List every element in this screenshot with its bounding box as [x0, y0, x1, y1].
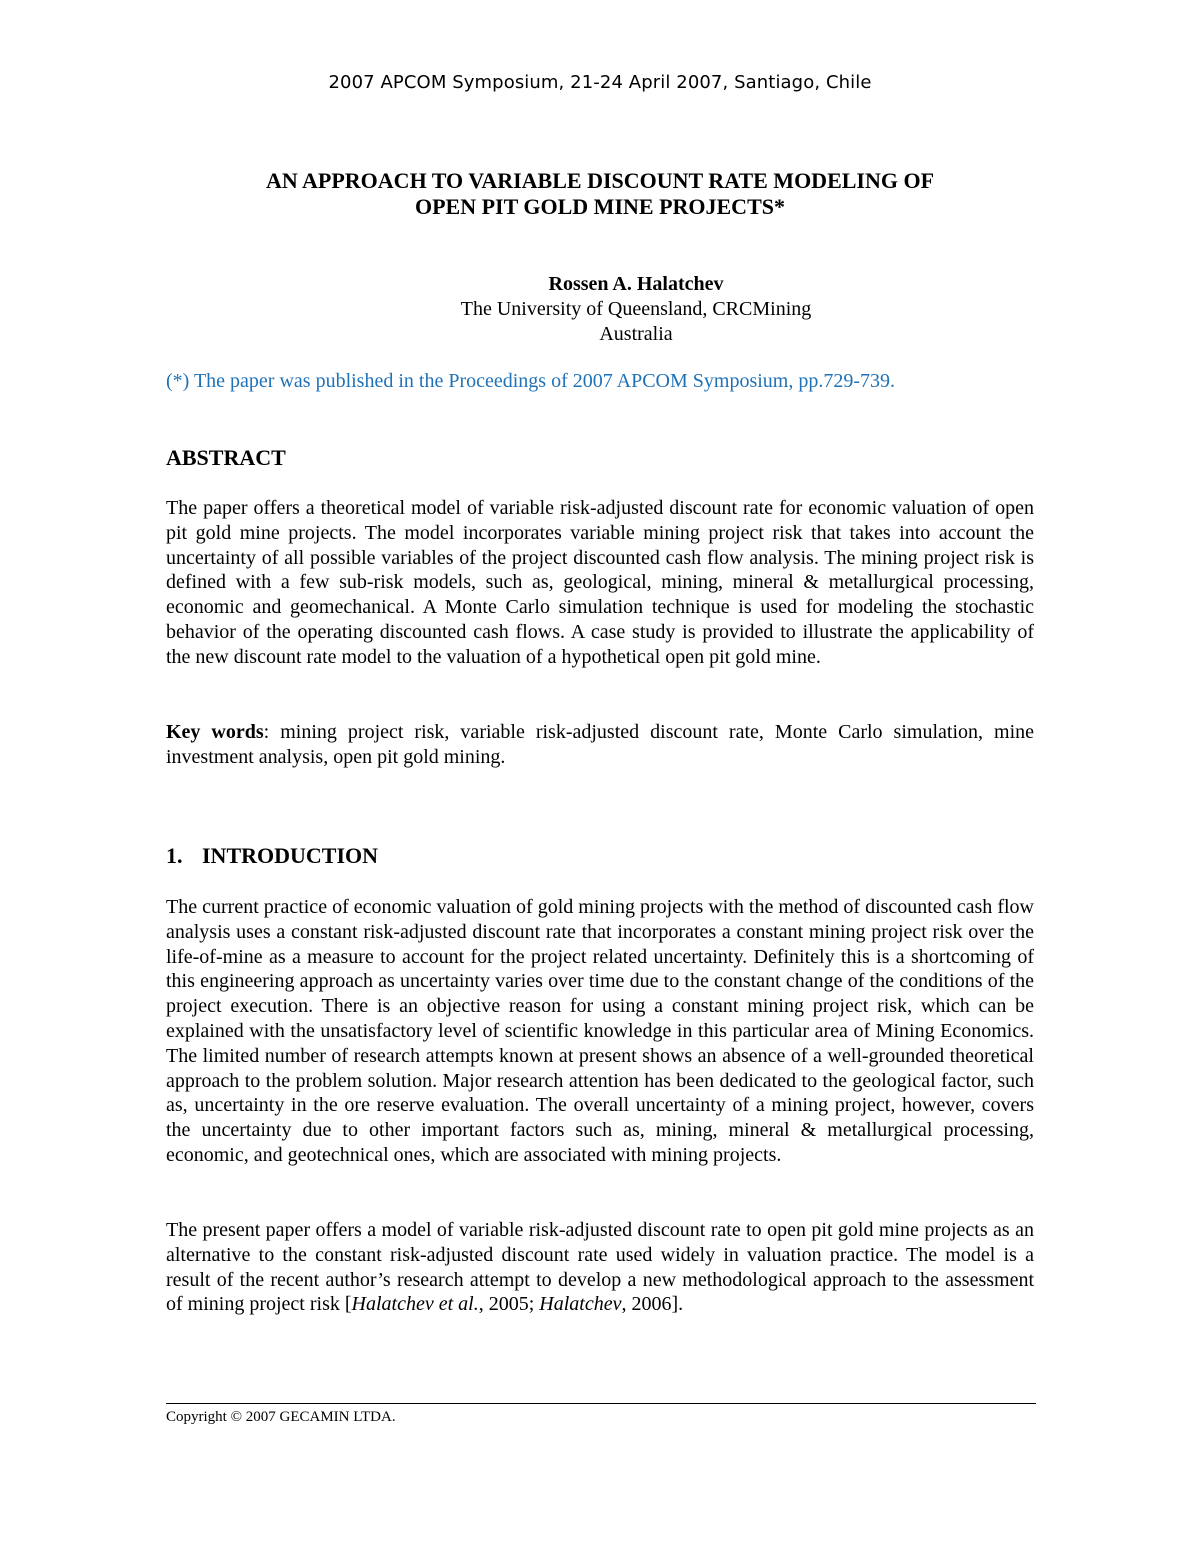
author-block	[446, 272, 826, 347]
citation-author-2: Halatchev	[539, 1293, 622, 1316]
paper-title	[0, 168, 1200, 220]
author-country: Australia	[599, 323, 673, 345]
keywords-text: : mining project risk, variable risk-adjusted discount rate, Monte Carlo simulation, mine investment analysis, open pit gold mining.	[166, 721, 1034, 768]
publication-note: (*) The paper was published in the Proceedings of 2007 APCOM Symposium, pp.729-739.	[166, 370, 896, 392]
author-name: Rossen A. Halatchev	[548, 273, 724, 295]
introduction-paragraph-1: The current practice of economic valuation of gold mining projects with the method of discounted cash flow analysis uses a constant risk-adjusted discount rate that incorporates a constant mining project risk over the life-of-mine as a measure to account for the project related uncertainty. Definitely this is a shortcoming of this engineering approach as uncertainty varies over time due to the constant change of the conditions of the project execution. There is an objective reason for using a constant mining project risk, which can be explained with the unsatisfactory level of scientific knowledge in this particular area of Mining Economics. The limited number of research attempts known at present shows an absence of a well-grounded theoretical approach to the problem solution. Major research attention has been dedicated to the geological factor, such as, uncertainty in the ore reserve evaluation. The overall uncertainty of a mining project, however, covers the uncertainty due to other important factors such as, mining, mineral & metallurgical processing, economic, and geotechnical ones, which are associated with mining projects.	[166, 896, 1034, 1166]
citation-year-2: , 2006].	[621, 1293, 684, 1316]
section-number: 1.	[166, 843, 183, 868]
copyright-footer: Copyright © 2007 GECAMIN LTDA.	[166, 1409, 396, 1425]
footer-divider	[166, 1403, 1036, 1404]
abstract-paragraph: The paper offers a theoretical model of variable risk-adjusted discount rate for economic valuation of open pit gold mine projects. The model incorporates variable mining project risk that takes into account the uncertainty of all possible variables of the project discounted cash flow analysis. The mining project risk is defined with a few sub-risk models, such as, geological, mining, mineral & metallurgical processing, economic and geomechanical. A Monte Carlo simulation technique is used for modeling the stochastic behavior of the operating discounted cash flows. A case study is provided to illustrate the applicability of the new discount rate model to the valuation of a hypothetical open pit gold mine.	[166, 497, 1034, 668]
introduction-paragraph-2	[166, 1218, 1034, 1317]
introduction-heading	[166, 843, 378, 869]
abstract-heading: ABSTRACT	[166, 445, 286, 470]
paper-title-line-2: OPEN PIT GOLD MINE PROJECTS*	[415, 194, 785, 219]
citation-author-1: Halatchev et al.	[351, 1293, 479, 1316]
keywords-paragraph	[166, 720, 1034, 770]
author-affiliation: The University of Queensland, CRCMining	[460, 298, 812, 320]
paragraph-2-text: The present paper offers a model of variable risk-adjusted discount rate to open pit gold mine projects as an alternative to the constant risk-adjusted discount rate used widely in valuation practice. The model is a result of the recent author’s research attempt to develop a new methodological approach to the assessment of mining project risk [	[166, 1219, 1034, 1316]
citation-year-1: , 2005;	[478, 1293, 540, 1316]
keywords-label: Key words	[166, 721, 264, 743]
section-title: INTRODUCTION	[202, 843, 379, 868]
paper-title-line-1: AN APPROACH TO VARIABLE DISCOUNT RATE MODELING OF	[265, 168, 935, 193]
running-header: 2007 APCOM Symposium, 21-24 April 2007, Santiago, Chile	[328, 72, 872, 93]
